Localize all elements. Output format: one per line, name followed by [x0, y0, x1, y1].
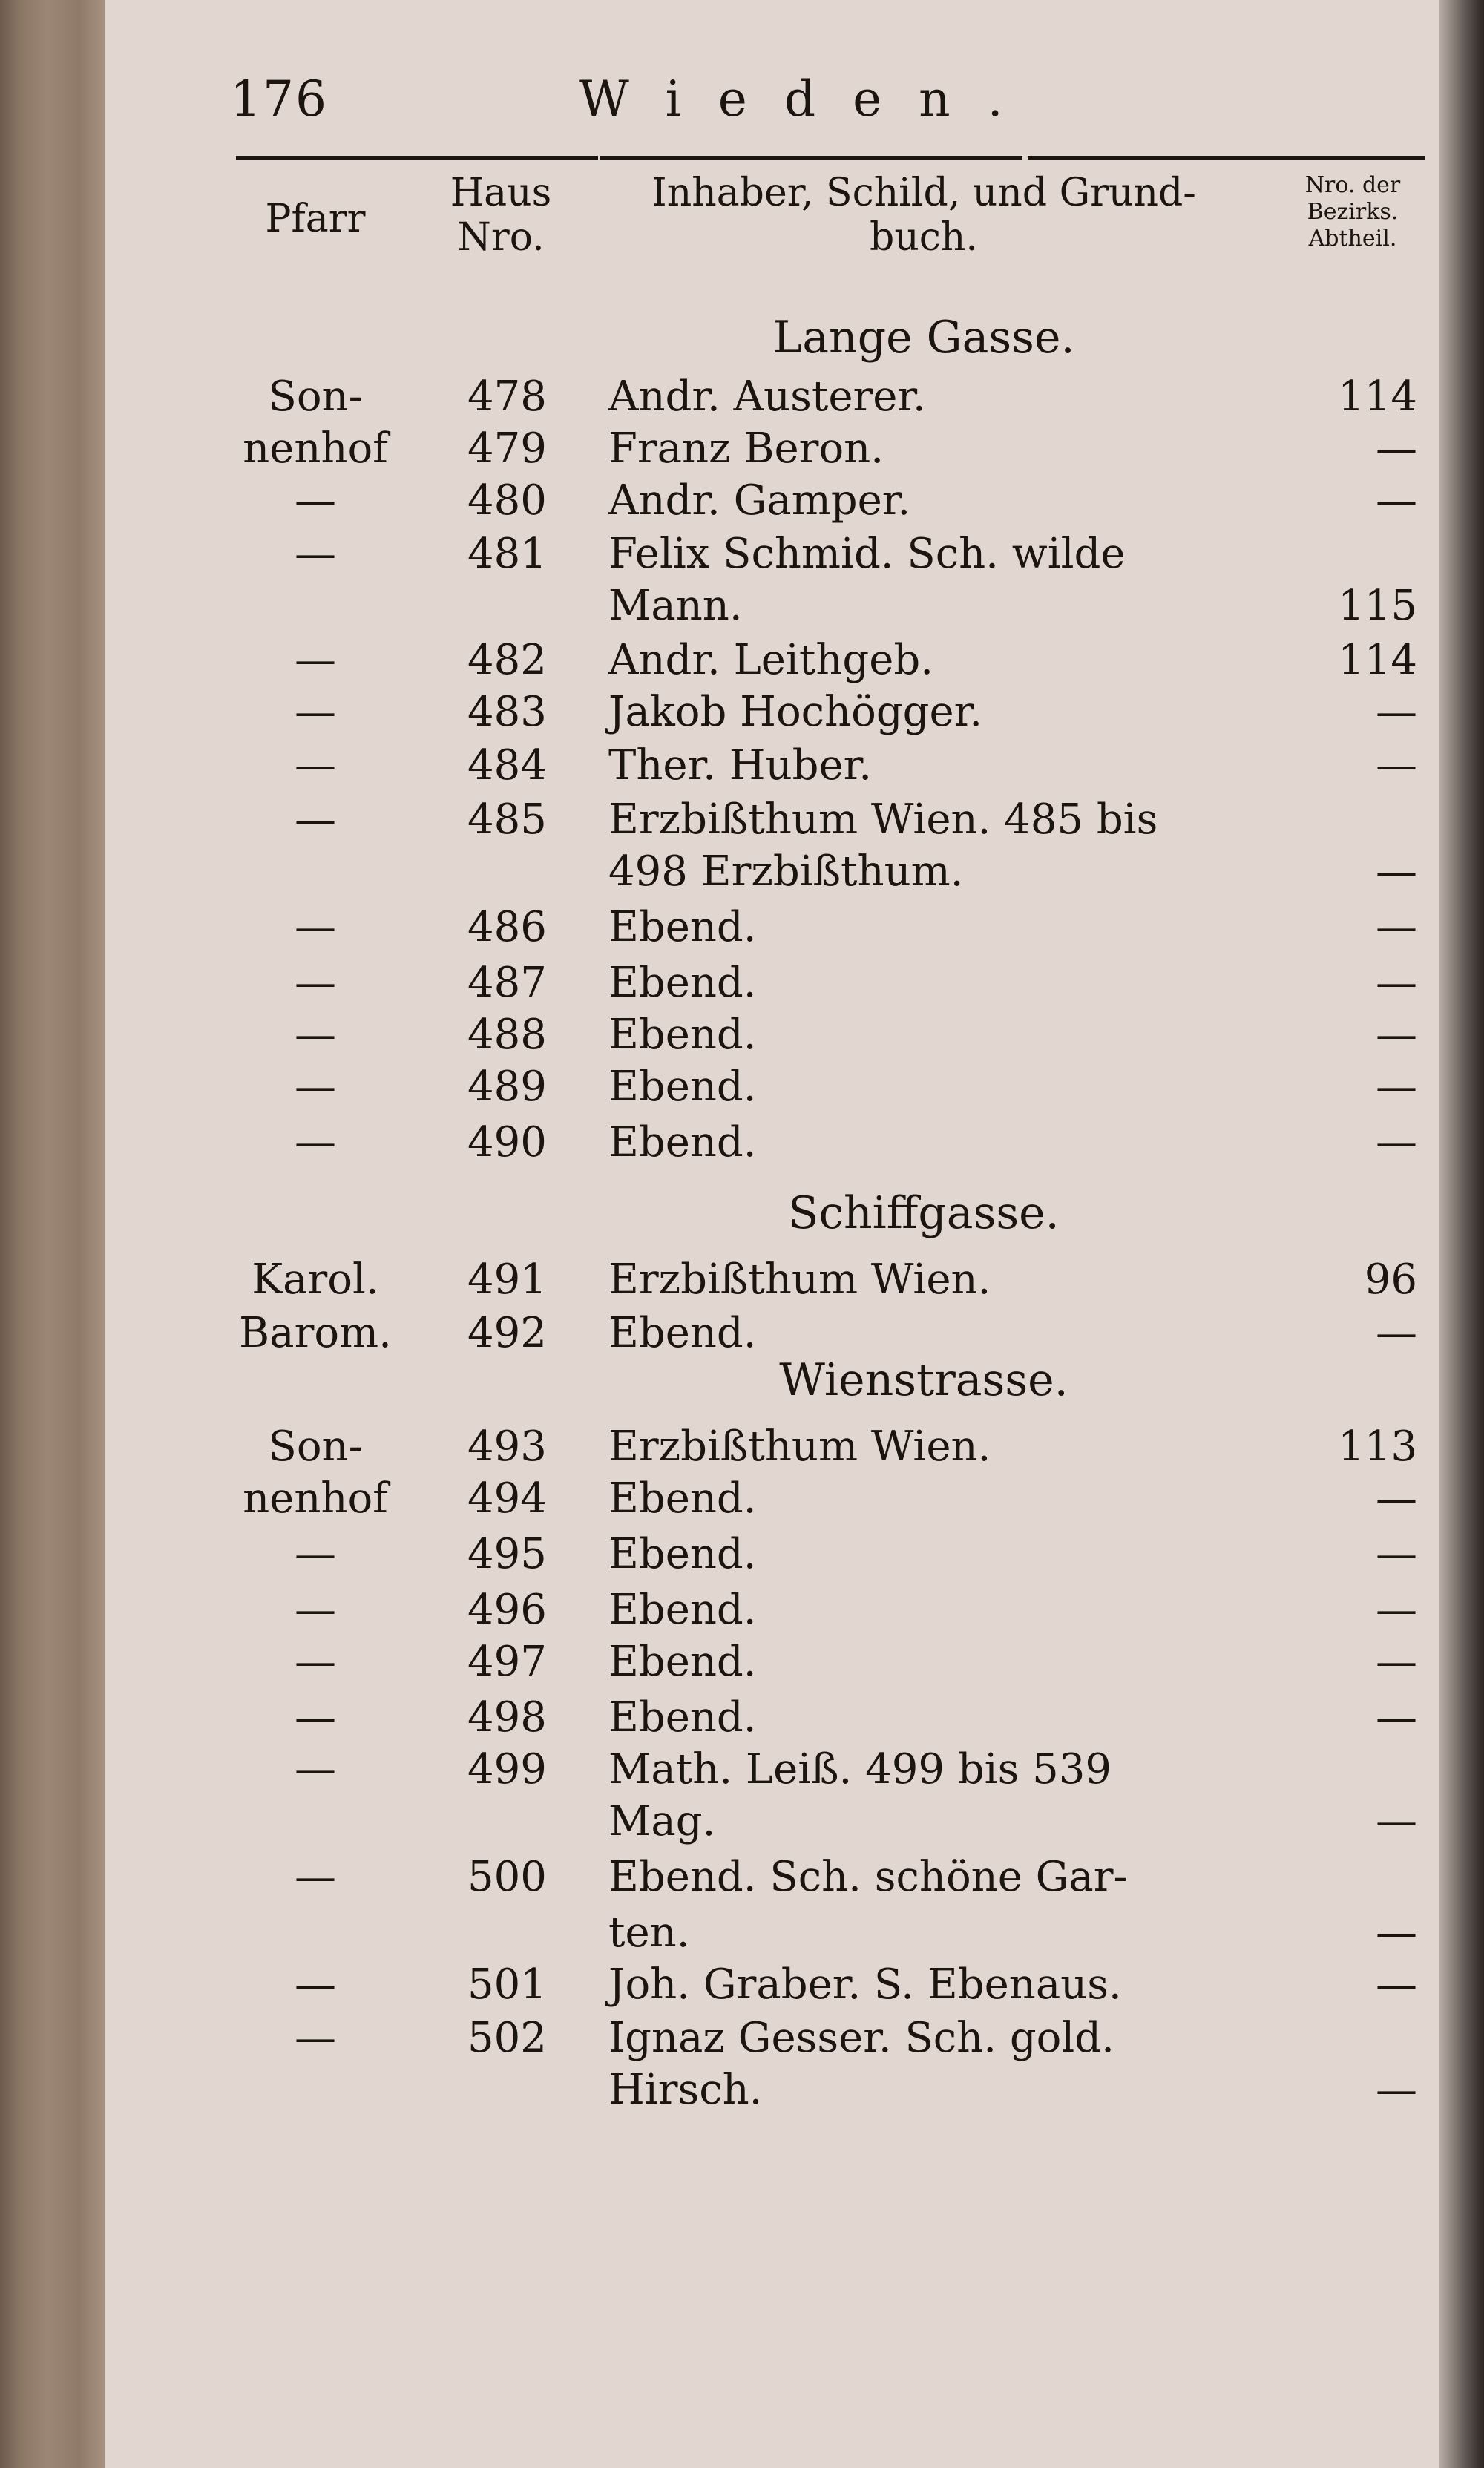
pfarr-cell: — — [295, 1063, 336, 1111]
pfarr-cell: — — [295, 688, 336, 736]
district-number-cell: 115 — [1338, 582, 1417, 630]
column-header-bezirk — [1275, 172, 1431, 252]
district-number-cell: — — [1376, 1797, 1417, 1845]
house-number-cell: 499 — [467, 1745, 547, 1793]
district-number-cell: — — [1376, 1063, 1417, 1111]
district-number-cell: — — [1376, 1474, 1417, 1523]
district-number-cell: — — [1376, 1693, 1417, 1742]
column-header-inhaber-line2: buch. — [870, 215, 978, 260]
table-row — [0, 794, 1484, 846]
house-number-cell: 478 — [467, 373, 547, 421]
district-number-cell: — — [1376, 476, 1417, 525]
owner-cell: Jakob Hochögger. — [608, 688, 983, 736]
district-number-cell: — — [1376, 1586, 1417, 1634]
house-number-cell: 491 — [467, 1256, 547, 1304]
district-number-cell: — — [1376, 741, 1417, 790]
house-number-cell: 482 — [467, 636, 547, 684]
pfarr-cell: — — [295, 1118, 336, 1166]
pfarr-cell: — — [295, 476, 336, 525]
table-row — [0, 902, 1484, 954]
pfarr-cell: — — [295, 795, 336, 844]
table-row — [0, 1851, 1484, 1903]
page-number: 176 — [230, 70, 328, 128]
district-number-cell: — — [1376, 688, 1417, 736]
street-heading-lange-gasse: Lange Gasse. — [772, 312, 1075, 364]
table-row — [0, 423, 1484, 475]
pfarr-cell: — — [295, 1586, 336, 1634]
pfarr-cell: — — [295, 959, 336, 1007]
column-header-inhaber — [608, 171, 1239, 260]
district-number-cell: — — [1376, 1638, 1417, 1686]
table-row — [0, 1959, 1484, 2011]
pfarr-cell: Son- — [268, 1422, 363, 1471]
house-number-cell: 484 — [467, 741, 547, 790]
owner-cell: Mag. — [608, 1797, 716, 1845]
table-row — [0, 475, 1484, 527]
house-number-cell: 492 — [467, 1309, 547, 1357]
street-heading-schiffgasse: Schiffgasse. — [788, 1187, 1060, 1239]
district-number-cell: — — [1376, 2066, 1417, 2114]
district-number-cell: — — [1376, 1960, 1417, 2009]
pfarr-cell: — — [295, 741, 336, 790]
table-row — [0, 371, 1484, 423]
owner-cell: 498 Erzbißthum. — [608, 847, 964, 896]
district-number-cell: — — [1376, 1909, 1417, 1957]
column-header-bezirk-line1: Nro. der — [1304, 172, 1401, 198]
owner-cell: Ebend. — [608, 1011, 757, 1059]
street-heading-wienstrasse: Wienstrasse. — [779, 1354, 1068, 1406]
owner-cell: Ebend. — [608, 959, 757, 1007]
owner-cell: Ebend. Sch. schöne Gar- — [608, 1853, 1128, 1901]
table-row — [0, 1009, 1484, 1061]
table-row — [0, 1636, 1484, 1688]
district-number-cell: 113 — [1338, 1422, 1417, 1471]
owner-cell: Erzbißthum Wien. — [608, 1422, 991, 1471]
table-row — [0, 1254, 1484, 1306]
district-number-cell: 96 — [1364, 1256, 1417, 1304]
district-number-cell: — — [1376, 959, 1417, 1007]
district-number-cell: 114 — [1338, 636, 1417, 684]
house-number-cell: 494 — [467, 1474, 547, 1523]
owner-cell: Hirsch. — [608, 2066, 763, 2114]
house-number-cell: 485 — [467, 795, 547, 844]
district-number-cell: — — [1376, 847, 1417, 896]
column-header-bezirk-line2: Bezirks. — [1307, 199, 1399, 225]
table-row — [0, 1473, 1484, 1525]
owner-cell: Ebend. — [608, 1474, 757, 1523]
district-number-cell: — — [1376, 1309, 1417, 1357]
owner-cell: ten. — [608, 1909, 690, 1957]
header-rule-middle — [600, 156, 1022, 160]
house-number-cell: 496 — [467, 1586, 547, 1634]
pfarr-cell: — — [295, 1638, 336, 1686]
table-row — [0, 846, 1484, 898]
owner-cell: Ignaz Gesser. Sch. gold. — [608, 2014, 1114, 2062]
district-number-cell: — — [1376, 424, 1417, 473]
running-title: Wieden. — [579, 70, 1040, 128]
table-row — [0, 957, 1484, 1009]
table-row — [0, 740, 1484, 792]
table-row — [0, 1061, 1484, 1113]
house-number-cell: 479 — [467, 424, 547, 473]
owner-cell: Ther. Huber. — [608, 741, 873, 790]
pfarr-cell: — — [295, 903, 336, 951]
pfarr-cell: Son- — [268, 373, 363, 421]
district-number-cell: 114 — [1338, 373, 1417, 421]
column-header-haus — [445, 171, 556, 260]
house-number-cell: 493 — [467, 1422, 547, 1471]
table-row — [0, 634, 1484, 686]
house-number-cell: 481 — [467, 530, 547, 578]
owner-cell: Andr. Leithgeb. — [608, 636, 934, 684]
column-header-bezirk-line3: Abtheil. — [1308, 226, 1397, 252]
owner-cell: Math. Leiß. 499 bis 539 — [608, 1745, 1112, 1793]
pfarr-cell: nenhof — [243, 424, 388, 473]
house-number-cell: 500 — [467, 1853, 547, 1901]
owner-cell: Andr. Gamper. — [608, 476, 911, 525]
table-row — [0, 2012, 1484, 2064]
house-number-cell: 501 — [467, 1960, 547, 2009]
table-row — [0, 686, 1484, 738]
owner-cell: Mann. — [608, 582, 743, 630]
house-number-cell: 487 — [467, 959, 547, 1007]
page-header — [230, 70, 1432, 130]
house-number-cell: 497 — [467, 1638, 547, 1686]
column-header-haus-line2: Nro. — [457, 215, 545, 260]
table-row — [0, 1796, 1484, 1848]
house-number-cell: 488 — [467, 1011, 547, 1059]
pfarr-cell: — — [295, 2014, 336, 2062]
pfarr-cell: — — [295, 1745, 336, 1793]
pfarr-cell: — — [295, 1693, 336, 1742]
house-number-cell: 489 — [467, 1063, 547, 1111]
table-row — [0, 1307, 1484, 1359]
house-number-cell: 486 — [467, 903, 547, 951]
owner-cell: Felix Schmid. Sch. wilde — [608, 530, 1126, 578]
pfarr-cell: — — [295, 1853, 336, 1901]
table-row — [0, 2064, 1484, 2116]
owner-cell: Ebend. — [608, 1118, 757, 1166]
table-row — [0, 1421, 1484, 1473]
table-row — [0, 1529, 1484, 1581]
pfarr-cell: — — [295, 530, 336, 578]
pfarr-cell: — — [295, 1011, 336, 1059]
table-row — [0, 1744, 1484, 1796]
pfarr-cell: nenhof — [243, 1474, 388, 1523]
owner-cell: Andr. Austerer. — [608, 373, 926, 421]
column-header-inhaber-line1: Inhaber, Schild, und Grund- — [651, 171, 1196, 215]
district-number-cell: — — [1376, 1011, 1417, 1059]
table-row — [0, 1584, 1484, 1636]
pfarr-cell: Barom. — [239, 1309, 392, 1357]
owner-cell: Ebend. — [608, 903, 757, 951]
table-row — [0, 1117, 1484, 1169]
column-header-haus-line1: Haus — [450, 171, 552, 215]
owner-cell: Ebend. — [608, 1309, 757, 1357]
table-row — [0, 1907, 1484, 1959]
house-number-cell: 498 — [467, 1693, 547, 1742]
owner-cell: Erzbißthum Wien. 485 bis — [608, 795, 1158, 844]
district-number-cell: — — [1376, 903, 1417, 951]
table-row — [0, 580, 1484, 632]
pfarr-cell: — — [295, 1960, 336, 2009]
house-number-cell: 480 — [467, 476, 547, 525]
owner-cell: Joh. Graber. S. Ebenaus. — [608, 1960, 1122, 2009]
column-header-pfarr: Pfarr — [265, 197, 366, 241]
table-row — [0, 1692, 1484, 1744]
owner-cell: Ebend. — [608, 1638, 757, 1686]
header-rule-left — [236, 156, 598, 160]
house-number-cell: 483 — [467, 688, 547, 736]
pfarr-cell: Karol. — [252, 1256, 379, 1304]
house-number-cell: 502 — [467, 2014, 547, 2062]
owner-cell: Ebend. — [608, 1530, 757, 1578]
pfarr-cell: — — [295, 1530, 336, 1578]
owner-cell: Franz Beron. — [608, 424, 884, 473]
house-number-cell: 495 — [467, 1530, 547, 1578]
district-number-cell: — — [1376, 1118, 1417, 1166]
house-number-cell: 490 — [467, 1118, 547, 1166]
header-rule-right — [1028, 156, 1425, 160]
table-row — [0, 528, 1484, 580]
owner-cell: Ebend. — [608, 1063, 757, 1111]
owner-cell: Ebend. — [608, 1586, 757, 1634]
owner-cell: Ebend. — [608, 1693, 757, 1742]
district-number-cell: — — [1376, 1530, 1417, 1578]
pfarr-cell: — — [295, 636, 336, 684]
owner-cell: Erzbißthum Wien. — [608, 1256, 991, 1304]
